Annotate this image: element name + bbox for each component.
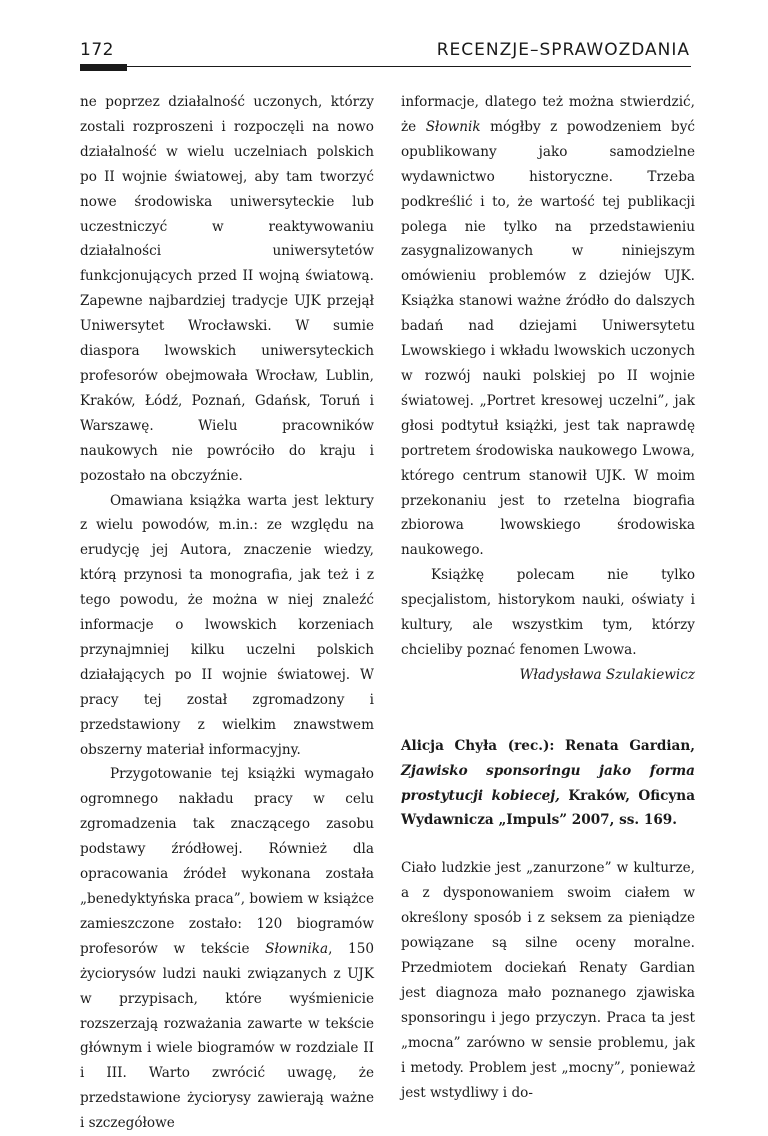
signature: Władysława Szulakiewicz (519, 666, 695, 683)
paragraph-continued: ne poprzez działalność uczonych, którzy zostali rozproszeni i rozpoczęli na nowo działalność w wielu uczelniach polskich po II wojnie światowej, aby tam tworzyć nowe środowiska uniwersyteckie lub uczestniczyć w reaktywowaniu działalności uniwersytetów funkcjonujących przed II wojną światową. Zapewne najbardziej tradycje UJK przejął Uniwersytet Wrocławski. W sumie diaspora lwowskich uniwersyteckich profesorów obejmowała Wrocław, Lublin, Kraków, Łódź, Poznań, Gdańsk, Toruń i Warszawę. Wielu pracowników naukowych nie powróciło do kraju i pozostało na obczyźnie. (80, 94, 374, 484)
paragraph: Ciało ludzkie jest „zanurzone” w kulturze, a z dysponowaniem swoim ciałem w określony sposób i z seksem za pieniądze powiązane są silne oceny moralne. Przedmiotem dociekań Renaty Gardian jest diagnoza mało poznanego zjawiska sponsoringu i jego przyczyn. Praca ta jest „mocna” zarówno w sensie problemu, jak i metody. Problem jest „mocny”, ponieważ jest wstydliwy i do- (401, 860, 695, 1101)
spacer (401, 688, 695, 734)
paragraph-text: informacje, dlatego też można stwierdzić, że (401, 94, 695, 135)
paragraph: Książkę polecam nie tylko specjalistom, historykom nauki, oświaty i kultury, ale wszystkim tym, którzy chcieliby poznać fenomen Lwowa. (401, 567, 695, 658)
paragraph-text: mógłby z powodzeniem być opublikowany jako samodzielne wydawnictwo historyczne. Trzeba podkreślić i to, że wartość tej publikacji polega nie tylko na przedstawieniu zasygnalizowanych w niniejszym omówieniu problemów z dziejów UJK. Książka stanowi ważne źródło do dalszych badań nad dziejami Uniwersytetu Lwowskiego i wkładu lwowskich uczonych w rozwój nauki polskiej po II wojnie światowej. „Portret kresowej uczelni”, jak głosi podtytuł książki, jest tak naprawdę portretem środowiska naukowego Lwowa, którego centrum stanowił UJK. W moim przekonaniu jest to rzetelna biografia zbiorowa lwowskiego środowiska naukowego. (401, 118, 695, 559)
review-heading-author: Alicja Chyła (rec.): Renata Gardian, (401, 737, 695, 754)
running-header: RECENZJE–SPRAWOZDANIA (436, 40, 690, 60)
right-column (401, 90, 695, 1105)
spacer (401, 833, 695, 856)
left-column (80, 90, 374, 1136)
paragraph-text: Przygotowanie tej książki wymagało ogromnego nakładu pracy w celu zgromadzenia tak znaczącego zasobu podstawy źródłowej. Również dla opracowania źródeł wykonana została „benedyktyńska praca”, bowiem w książce zamieszczone zostało: 120 biogramów profesorów w tekście (80, 766, 374, 957)
review-heading-title: Zjawisko sponsoringu jako forma prostytucji kobiecej, (401, 762, 695, 804)
paragraph-continued (401, 90, 695, 563)
review-heading-publisher: Kraków, Oficyna Wydawnicza „Impuls” 2007, ss. 169. (401, 787, 696, 829)
review-heading (401, 734, 695, 834)
paragraph: Omawiana książka warta jest lektury z wielu powodów, m.in.: ze względu na erudycję jej Autora, znaczenie wiedzy, którą przynosi ta monografia, jak też i z tego powodu, że można w niej znaleźć informacje o lwowskich korzeniach przynajmniej kilku uczelni polskich działających po II wojnie światowej. W pracy tej został zgromadzony i przedstawiony z wielkim znawstwem obszerny materiał informacyjny. (80, 492, 374, 758)
header-rule-accent (80, 64, 127, 71)
italic-term: Słownika (265, 940, 329, 957)
paragraph-text: , 150 życiorysów ludzi nauki związanych z UJK w przypisach, które wyśmienicie rozszerzają rozważania zawarte w tekście głównym i wiele biogramów w rozdziale II i III. Warto zwrócić uwagę, że przedstawione życiorysy zawierają ważne i szczegółowe (80, 940, 375, 1132)
page-number: 172 (80, 40, 114, 60)
paragraph (80, 762, 374, 1136)
header-rule (80, 66, 691, 67)
italic-term: Słownik (425, 118, 481, 135)
